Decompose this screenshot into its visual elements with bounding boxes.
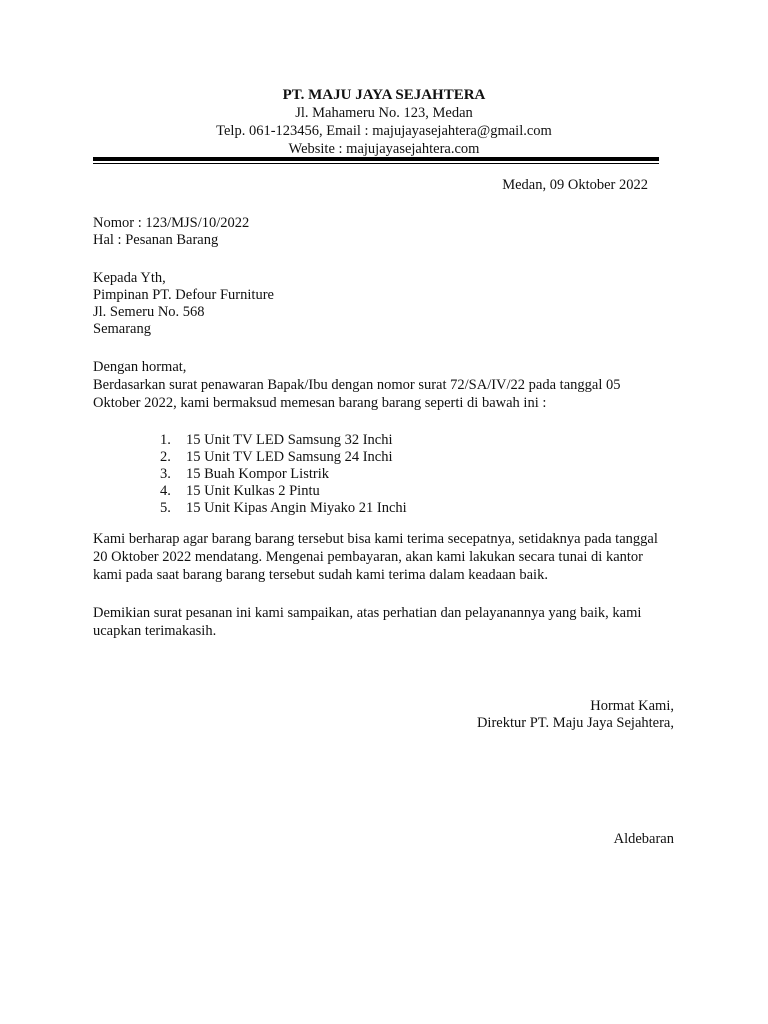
list-item — [160, 449, 407, 466]
opening-salutation: Dengan hormat, — [93, 359, 187, 375]
recipient-city: Semarang — [93, 321, 151, 337]
recipient-street: Jl. Semeru No. 568 — [93, 304, 205, 320]
letterhead-divider-thick — [93, 157, 659, 161]
item-number: 2. — [160, 449, 171, 465]
intro-paragraph: Berdasarkan surat penawaran Bapak/Ibu dengan nomor surat 72/SA/IV/22 pada tanggal 05 Oktober 2022, kami bermaksud memesan barang barang seperti di bawah ini : — [93, 377, 621, 411]
item-number: 5. — [160, 500, 171, 516]
company-name: PT. MAJU JAYA SEJAHTERA — [282, 87, 486, 103]
order-items-list — [160, 432, 407, 517]
closing-paragraph: Demikian surat pesanan ini kami sampaikan, atas perhatian dan pelayanannya yang baik, kami ucapkan terimakasih. — [93, 605, 642, 639]
list-item — [160, 432, 407, 449]
letterhead — [0, 86, 768, 158]
letterhead-divider-thin — [93, 163, 659, 164]
recipient-name: Pimpinan PT. Defour Furniture — [93, 287, 274, 303]
item-number: 4. — [160, 483, 171, 499]
list-item — [160, 500, 407, 517]
item-number: 1. — [160, 432, 171, 448]
item-text: 15 Unit TV LED Samsung 24 Inchi — [186, 449, 393, 465]
list-item — [160, 483, 407, 500]
item-text: 15 Unit Kipas Angin Miyako 21 Inchi — [186, 500, 407, 516]
item-text: 15 Unit TV LED Samsung 32 Inchi — [186, 432, 393, 448]
letter-number: Nomor : 123/MJS/10/2022 — [93, 215, 250, 231]
company-website: Website : majujayasejahtera.com — [288, 141, 480, 157]
closing-regards: Hormat Kami, — [590, 698, 674, 714]
item-text: 15 Buah Kompor Listrik — [186, 466, 329, 482]
letter-subject: Hal : Pesanan Barang — [93, 232, 219, 248]
company-contact: Telp. 061-123456, Email : majujayasejahtera@gmail.com — [216, 123, 552, 139]
item-number: 3. — [160, 466, 171, 482]
company-address: Jl. Mahameru No. 123, Medan — [295, 105, 473, 121]
item-text: 15 Unit Kulkas 2 Pintu — [186, 483, 320, 499]
signatory-title: Direktur PT. Maju Jaya Sejahtera, — [476, 715, 674, 731]
list-item — [160, 466, 407, 483]
recipient-greeting: Kepada Yth, — [93, 270, 166, 286]
place-date: Medan, 09 Oktober 2022 — [502, 177, 648, 193]
body-paragraph: Kami berharap agar barang barang tersebut bisa kami terima secepatnya, setidaknya pada tanggal 20 Oktober 2022 mendatang. Mengenai pembayaran, akan kami lakukan secara tunai di kantor kami pada saat barang barang tersebut sudah kami terima dalam keadaan baik. — [93, 531, 658, 583]
signatory-name: Aldebaran — [613, 831, 674, 847]
